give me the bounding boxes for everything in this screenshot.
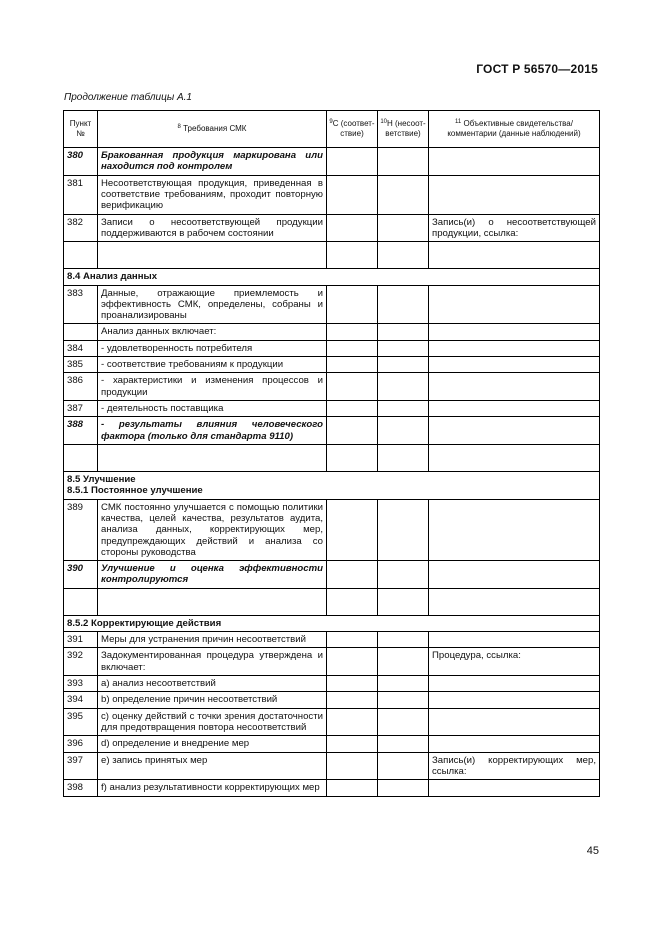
section-title: 8.5 Улучшение <box>67 473 136 485</box>
evidence-cell <box>429 373 600 401</box>
item-number: 381 <box>64 175 98 214</box>
nonconformity-cell <box>378 752 429 780</box>
requirement-text: Анализ данных включает: <box>98 324 327 340</box>
evidence-cell <box>429 676 600 692</box>
item-number: 386 <box>64 373 98 401</box>
requirement-text: d) определение и внедрение мер <box>98 736 327 752</box>
table-row <box>64 214 600 242</box>
conformity-cell <box>327 417 378 445</box>
table-row <box>64 499 600 561</box>
requirement-text: - удовлетворенность потребителя <box>98 340 327 356</box>
item-number: 397 <box>64 752 98 780</box>
nonconformity-cell <box>378 357 429 373</box>
evidence-cell <box>429 340 600 356</box>
table-row <box>64 340 600 356</box>
conformity-cell <box>327 175 378 214</box>
conformity-cell <box>327 340 378 356</box>
conformity-cell <box>327 708 378 736</box>
evidence-cell <box>429 285 600 324</box>
nonconformity-cell <box>378 401 429 417</box>
nonconformity-cell <box>378 417 429 445</box>
table-row <box>64 373 600 401</box>
section-heading: 8.4 Анализ данных <box>64 269 600 285</box>
evidence-cell: Запись(и) о несоответствующей продукции, ссылка: <box>429 214 600 242</box>
nonconformity-cell <box>378 676 429 692</box>
nonconformity-cell <box>378 148 429 176</box>
item-number: 387 <box>64 401 98 417</box>
section-row <box>64 471 600 499</box>
evidence-cell <box>429 417 600 445</box>
evidence-cell: Запись(и) корректирующих мер, ссылка: <box>429 752 600 780</box>
col-header-evidence: $^{11}$ Объективные свидетельства/ комментарии (данные наблюдений) <box>429 111 600 148</box>
conformity-cell <box>327 373 378 401</box>
table-row <box>64 648 600 676</box>
evidence-cell <box>429 499 600 561</box>
page-number: 45 <box>586 845 599 857</box>
requirement-text: Несоответствующая продукция, приведенная в соответствие требованиям, проходит повторную верификацию <box>98 175 327 214</box>
evidence-cell <box>429 357 600 373</box>
nonconformity-cell <box>378 373 429 401</box>
table-row <box>64 357 600 373</box>
requirements-table <box>63 110 600 797</box>
item-number: 388 <box>64 417 98 445</box>
nonconformity-cell <box>378 692 429 708</box>
nonconformity-cell <box>378 499 429 561</box>
table-row <box>64 148 600 176</box>
nonconformity-cell <box>378 175 429 214</box>
requirement-text: Записи о несоответствующей продукции поддерживаются в рабочем состоянии <box>98 214 327 242</box>
requirement-text: - результаты влияния человеческого фактора (только для стандарта 9110) <box>98 417 327 445</box>
conformity-cell <box>327 736 378 752</box>
conformity-cell <box>327 401 378 417</box>
subsection-title: 8.5.1 Постоянное улучшение <box>67 485 203 497</box>
evidence-cell <box>429 692 600 708</box>
col-header-requirements: $^8$ Требования СМК <box>98 111 327 148</box>
section-row <box>64 615 600 631</box>
requirement-text: Меры для устранения причин несоответствий <box>98 632 327 648</box>
item-number: 396 <box>64 736 98 752</box>
item-number: 391 <box>64 632 98 648</box>
conformity-cell <box>327 148 378 176</box>
table-header-row <box>64 111 600 148</box>
evidence-cell <box>429 324 600 340</box>
table-row <box>64 752 600 780</box>
conformity-cell <box>327 648 378 676</box>
requirement-text: - деятельность поставщика <box>98 401 327 417</box>
table-row <box>64 285 600 324</box>
item-number: 385 <box>64 357 98 373</box>
section-heading <box>64 471 600 499</box>
nonconformity-cell <box>378 780 429 796</box>
table-row <box>64 401 600 417</box>
table-row <box>64 708 600 736</box>
evidence-cell: Процедура, ссылка: <box>429 648 600 676</box>
empty-row <box>64 444 600 471</box>
evidence-cell <box>429 148 600 176</box>
requirement-text: a) анализ несоответствий <box>98 676 327 692</box>
item-number: 395 <box>64 708 98 736</box>
table-row <box>64 561 600 589</box>
item-number: 390 <box>64 561 98 589</box>
requirement-text: f) анализ результативности корректирующих мер <box>98 780 327 796</box>
conformity-cell <box>327 499 378 561</box>
item-number: 383 <box>64 285 98 324</box>
requirement-text: c) оценку действий с точки зрения достаточности для предотвращения повтора несоответствий <box>98 708 327 736</box>
nonconformity-cell <box>378 648 429 676</box>
table-row <box>64 692 600 708</box>
requirement-text: - характеристики и изменения процессов и продукции <box>98 373 327 401</box>
item-number: 380 <box>64 148 98 176</box>
table-row <box>64 676 600 692</box>
nonconformity-cell <box>378 324 429 340</box>
requirement-text: - соответствие требованиям к продукции <box>98 357 327 373</box>
nonconformity-cell <box>378 561 429 589</box>
item-number: 394 <box>64 692 98 708</box>
requirement-text: Задокументированная процедура утверждена и включает: <box>98 648 327 676</box>
conformity-cell <box>327 752 378 780</box>
conformity-cell <box>327 780 378 796</box>
evidence-cell <box>429 632 600 648</box>
table-caption: Продолжение таблицы А.1 <box>64 92 192 103</box>
requirement-text: b) определение причин несоответствий <box>98 692 327 708</box>
requirement-text: e) запись принятых мер <box>98 752 327 780</box>
item-number: 382 <box>64 214 98 242</box>
item-number <box>64 324 98 340</box>
empty-row <box>64 242 600 269</box>
table-row <box>64 417 600 445</box>
item-number: 389 <box>64 499 98 561</box>
item-number: 392 <box>64 648 98 676</box>
table-row <box>64 324 600 340</box>
conformity-cell <box>327 676 378 692</box>
requirement-text: Улучшение и оценка эффективности контролируются <box>98 561 327 589</box>
table-row <box>64 175 600 214</box>
col-header-conformity: $^9$С (соответ-ствие) <box>327 111 378 148</box>
table-row <box>64 780 600 796</box>
nonconformity-cell <box>378 340 429 356</box>
nonconformity-cell <box>378 214 429 242</box>
conformity-cell <box>327 214 378 242</box>
nonconformity-cell <box>378 708 429 736</box>
table-row <box>64 632 600 648</box>
conformity-cell <box>327 357 378 373</box>
requirement-text: Бракованная продукция маркирована или находится под контролем <box>98 148 327 176</box>
conformity-cell <box>327 692 378 708</box>
nonconformity-cell <box>378 285 429 324</box>
nonconformity-cell <box>378 736 429 752</box>
standard-code: ГОСТ Р 56570—2015 <box>476 62 598 76</box>
evidence-cell <box>429 175 600 214</box>
evidence-cell <box>429 401 600 417</box>
section-heading: 8.5.2 Корректирующие действия <box>64 615 600 631</box>
evidence-cell <box>429 736 600 752</box>
col-header-item-number: Пункт № <box>64 111 98 148</box>
requirement-text: Данные, отражающие приемлемость и эффективность СМК, определены, собраны и проанализированы <box>98 285 327 324</box>
nonconformity-cell <box>378 632 429 648</box>
evidence-cell <box>429 780 600 796</box>
evidence-cell <box>429 708 600 736</box>
table-row <box>64 736 600 752</box>
section-row <box>64 269 600 285</box>
conformity-cell <box>327 561 378 589</box>
evidence-cell <box>429 561 600 589</box>
conformity-cell <box>327 632 378 648</box>
empty-row <box>64 588 600 615</box>
item-number: 393 <box>64 676 98 692</box>
col-header-nonconformity: $^{10}$Н (несоот-ветствие) <box>378 111 429 148</box>
requirement-text: СМК постоянно улучшается с помощью политики качества, целей качества, результатов аудита, анализа данных, корректирующих мер, предупреждающих действий и анализа со стороны руководства <box>98 499 327 561</box>
item-number: 384 <box>64 340 98 356</box>
conformity-cell <box>327 324 378 340</box>
item-number: 398 <box>64 780 98 796</box>
conformity-cell <box>327 285 378 324</box>
